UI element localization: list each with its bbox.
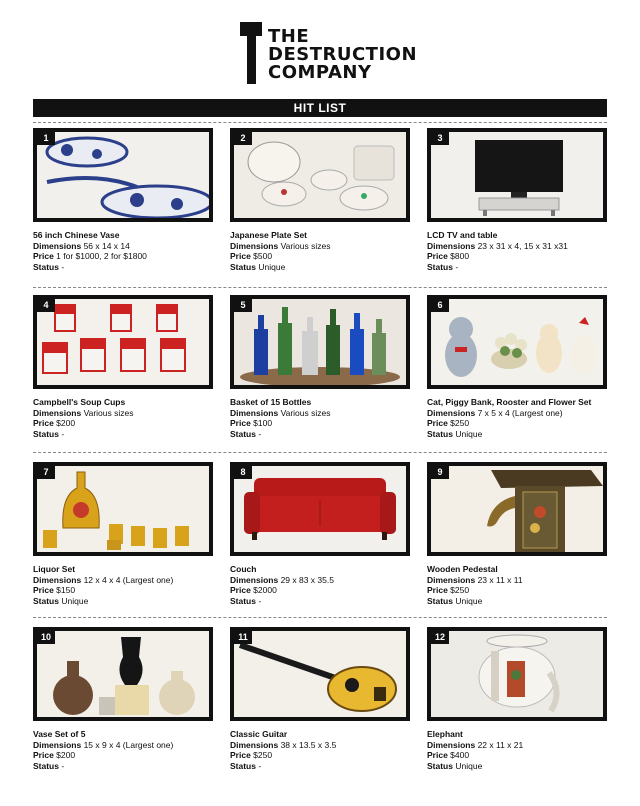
item-title: Cat, Piggy Bank, Rooster and Flower Set (427, 397, 592, 407)
plate-set-image (234, 132, 406, 218)
price-label: Price (33, 418, 54, 428)
dimensions-label: Dimensions (230, 240, 279, 251)
price-label: Price (33, 251, 54, 261)
price-label: Price (427, 418, 448, 428)
item-number: 2 (234, 132, 252, 145)
item-dimensions: 38 x 13.5 x 3.5 (280, 739, 337, 750)
wooden-pedestal-image (431, 466, 603, 552)
dimensions-label: Dimensions (33, 240, 82, 251)
price-label: Price (427, 750, 448, 760)
soup-cups-image (37, 299, 209, 385)
vase-set-image (37, 631, 209, 717)
item-status: - (455, 261, 459, 272)
item-price: $150 (56, 585, 76, 595)
item-status: - (61, 760, 65, 771)
dimensions-label: Dimensions (230, 574, 279, 585)
dimensions-label: Dimensions (427, 240, 476, 251)
divider (33, 452, 607, 453)
item-dimensions: 23 x 31 x 4, 15 x 31 x31 (477, 240, 568, 251)
item-card[interactable] (427, 462, 607, 606)
item-number: 11 (234, 631, 252, 644)
price-label: Price (427, 251, 448, 261)
lcd-tv-image (431, 132, 603, 218)
item-photo (33, 462, 213, 556)
divider (33, 617, 607, 618)
item-title: Basket of 15 Bottles (230, 397, 312, 407)
item-card[interactable] (33, 295, 213, 439)
item-title: Liquor Set (33, 564, 76, 574)
item-price: $800 (450, 251, 470, 261)
item-price: $250 (253, 750, 273, 760)
status-label: Status (33, 760, 59, 771)
status-label: Status (230, 428, 256, 439)
status-label: Status (427, 428, 453, 439)
dimensions-label: Dimensions (230, 739, 279, 750)
item-photo (230, 462, 410, 556)
item-card[interactable] (427, 295, 607, 439)
item-number: 10 (37, 631, 55, 644)
item-title: Classic Guitar (230, 729, 288, 739)
item-title: Wooden Pedestal (427, 564, 498, 574)
item-photo (427, 462, 607, 556)
item-card[interactable] (33, 128, 213, 272)
guitar-image (234, 631, 406, 717)
item-status: Unique (455, 428, 483, 439)
item-number: 6 (431, 299, 449, 312)
item-photo (33, 627, 213, 721)
bottles-image (234, 299, 406, 385)
item-status: - (61, 428, 65, 439)
item-price: $400 (450, 750, 470, 760)
item-title: 56 inch Chinese Vase (33, 230, 120, 240)
status-label: Status (33, 261, 59, 272)
item-title: Elephant (427, 729, 463, 739)
item-number: 9 (431, 466, 449, 479)
brand-line-2: DESTRUCTION (268, 44, 418, 65)
item-card[interactable] (33, 462, 213, 606)
item-price: $200 (56, 750, 76, 760)
item-price: $500 (253, 251, 273, 261)
item-status: - (61, 261, 65, 272)
price-label: Price (33, 585, 54, 595)
item-status: Unique (61, 595, 89, 606)
hit-list-banner: HIT LIST (33, 99, 607, 117)
item-dimensions: 29 x 83 x 35.5 (280, 574, 334, 585)
status-label: Status (230, 760, 256, 771)
item-dimensions: 23 x 11 x 11 (477, 574, 523, 585)
dimensions-label: Dimensions (230, 407, 279, 418)
item-dimensions: Various sizes (280, 407, 331, 418)
item-status: - (258, 428, 262, 439)
item-photo (427, 128, 607, 222)
couch-image (234, 466, 406, 552)
item-dimensions: 15 x 9 x 4 (Largest one) (83, 739, 174, 750)
item-card[interactable] (230, 128, 410, 272)
status-label: Status (427, 595, 453, 606)
item-number: 5 (234, 299, 252, 312)
item-price: $200 (56, 418, 76, 428)
dimensions-label: Dimensions (33, 574, 82, 585)
item-number: 12 (431, 631, 449, 644)
liquor-set-image (37, 466, 209, 552)
divider (33, 287, 607, 288)
brand-line-1: THE (268, 26, 310, 47)
item-dimensions: 12 x 4 x 4 (Largest one) (83, 574, 174, 585)
item-number: 8 (234, 466, 252, 479)
item-photo (230, 128, 410, 222)
brand-line-3: COMPANY (268, 62, 372, 83)
status-label: Status (427, 261, 453, 272)
item-photo (33, 295, 213, 389)
price-label: Price (230, 418, 251, 428)
item-photo (230, 627, 410, 721)
status-label: Status (33, 428, 59, 439)
status-label: Status (33, 595, 59, 606)
brand-logo (238, 20, 418, 90)
item-price: 1 for $1000, 2 for $1800 (56, 251, 147, 261)
item-price: $250 (450, 418, 470, 428)
item-number: 7 (37, 466, 55, 479)
item-price: $100 (253, 418, 273, 428)
item-price: $250 (450, 585, 470, 595)
item-title: Couch (230, 564, 257, 574)
item-card[interactable] (230, 295, 410, 439)
item-price: $2000 (253, 585, 277, 595)
elephant-image (431, 631, 603, 717)
item-status: - (258, 595, 262, 606)
item-card[interactable] (230, 462, 410, 606)
item-photo (427, 627, 607, 721)
dimensions-label: Dimensions (427, 407, 476, 418)
price-label: Price (230, 585, 251, 595)
item-number: 4 (37, 299, 55, 312)
item-dimensions: 7 x 5 x 4 (Largest one) (477, 407, 563, 418)
status-label: Status (230, 261, 256, 272)
item-card[interactable] (427, 128, 607, 272)
price-label: Price (33, 750, 54, 760)
item-title: Vase Set of 5 (33, 729, 86, 739)
item-card[interactable] (33, 627, 213, 771)
item-dimensions: 56 x 14 x 14 (83, 240, 130, 251)
price-label: Price (230, 750, 251, 760)
item-number: 3 (431, 132, 449, 145)
item-dimensions: Various sizes (83, 407, 134, 418)
price-label: Price (427, 585, 448, 595)
hammer-icon (238, 20, 264, 86)
brand-name (268, 28, 417, 82)
dimensions-label: Dimensions (33, 407, 82, 418)
figurines-image (431, 299, 603, 385)
item-card[interactable] (427, 627, 607, 771)
item-title: LCD TV and table (427, 230, 498, 240)
status-label: Status (427, 760, 453, 771)
item-status: - (258, 760, 262, 771)
item-title: Japanese Plate Set (230, 230, 308, 240)
item-status: Unique (455, 760, 483, 771)
status-label: Status (230, 595, 256, 606)
item-status: Unique (258, 261, 286, 272)
dimensions-label: Dimensions (33, 739, 82, 750)
divider (33, 122, 607, 123)
item-card[interactable] (230, 627, 410, 771)
dimensions-label: Dimensions (427, 739, 476, 750)
item-number: 1 (37, 132, 55, 145)
item-photo (230, 295, 410, 389)
item-status: Unique (455, 595, 483, 606)
item-photo (33, 128, 213, 222)
price-label: Price (230, 251, 251, 261)
item-photo (427, 295, 607, 389)
dimensions-label: Dimensions (427, 574, 476, 585)
chinese-vase-image (37, 132, 209, 218)
item-dimensions: Various sizes (280, 240, 331, 251)
item-title: Campbell's Soup Cups (33, 397, 126, 407)
item-dimensions: 22 x 11 x 21 (477, 739, 524, 750)
